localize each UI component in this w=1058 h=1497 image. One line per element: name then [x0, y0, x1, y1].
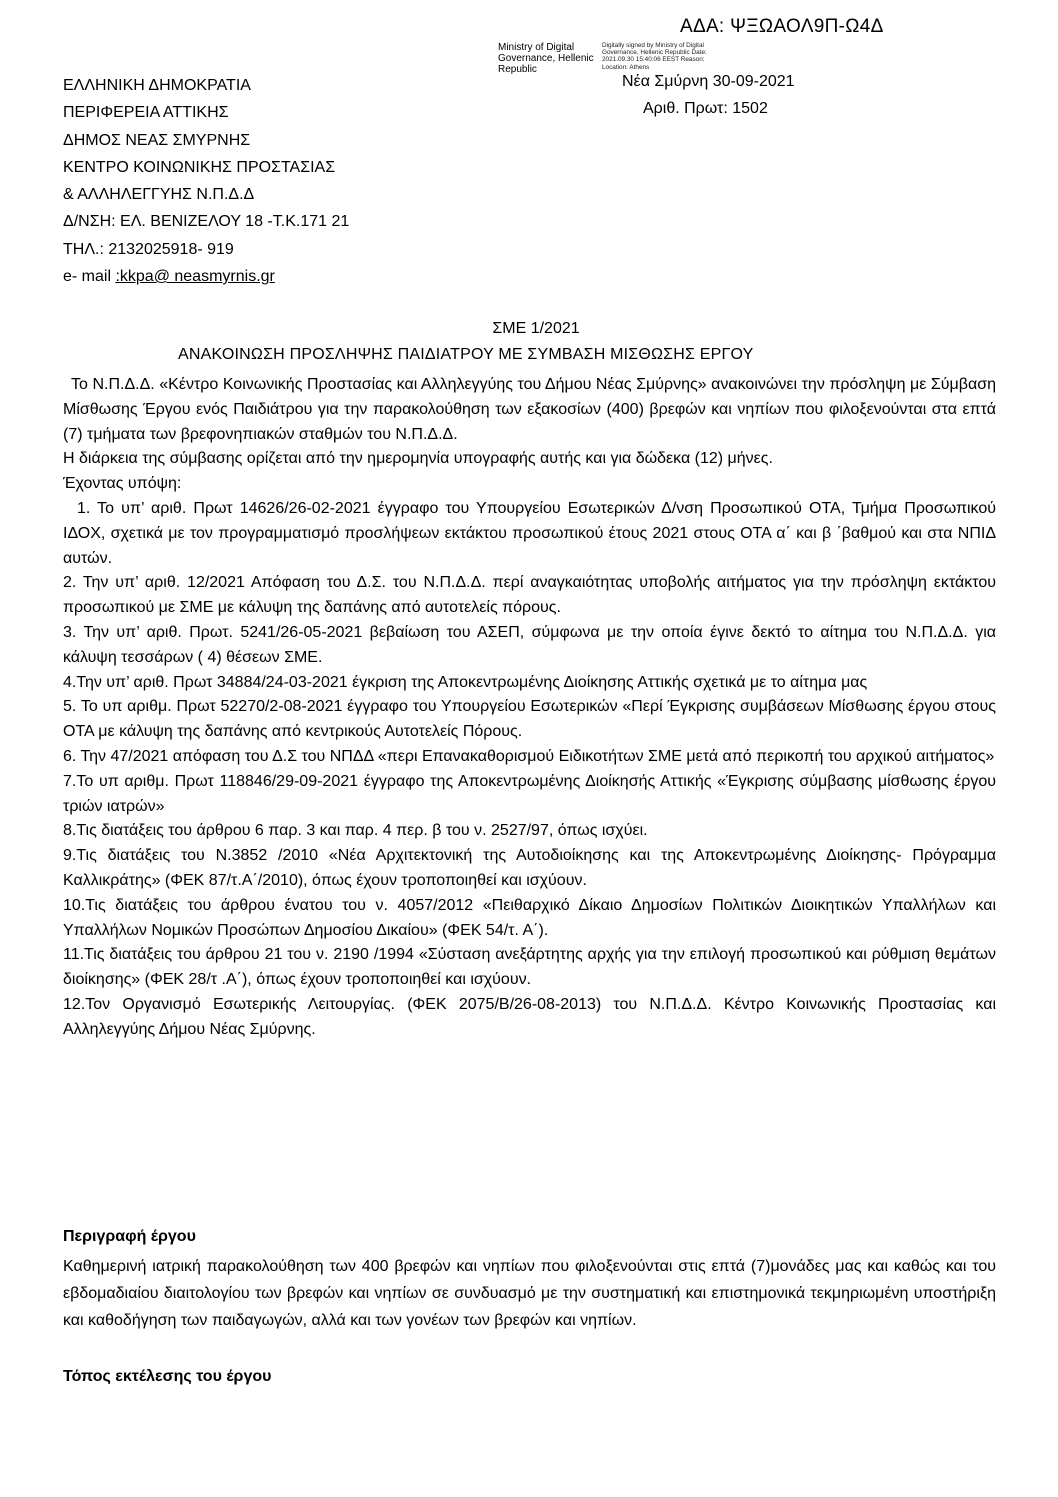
signature-detail: Digitally signed by Ministry of Digital Governance, Hellenic Republic Date: 2021.09.30 15:40:06 EEST Reason: Location: Athens [602, 42, 707, 71]
document-body [63, 373, 996, 1043]
list-item: 7.Το υπ αριθμ. Πρωτ 118846/29-09-2021 έγγραφο της Αποκεντρωμένης Διοίκησής Αττικής «Έγκρισης σύμβασης μίσθωσης έργου τριών ιατρών» [63, 772, 996, 815]
description-title: Περιγραφή έργου [63, 1228, 196, 1245]
considering-label: Έχοντας υπόψη: [63, 475, 182, 493]
list-item: 4.Την υπ’ αριθ. Πρωτ 34884/24-03-2021 έγκριση της Αποκεντρωμένης Διοίκησης Αττικής σχετικά με το αίτημα μας [63, 673, 868, 691]
intro-paragraph: Το Ν.Π.Δ.Δ. «Κέντρο Κοινωνικής Προστασίας και Αλληλεγγύης του Δήμου Νέας Σμύρνης» ανακοινώνει την πρόσληψη με Σύμβαση Μίσθωσης Έργου ενός Παιδιάτρου για την παρακολούθηση των εξακοσίων (400) βρεφών και νηπίων που φιλοξενούνται στα επτά (7) τμήματα των βρεφονηπιακών σταθμών του Ν.Π.Δ.Δ. [63, 376, 996, 443]
description-text: Καθημερινή ιατρική παρακολούθηση των 400 βρεφών και νηπίων που φιλοξενούνται στις επτά (7)μονάδες μας και καθώς και του εβδομαδιαίου διαιτολογίου των βρεφών και νηπίων σε συνδυασμό με την συστηματική και επιστημονικά τεκμηριωμένη υποστήριξη και καθοδήγηση των παιδαγωγών, αλλά και των γονέων των βρεφών και νηπίων. [63, 1258, 996, 1329]
sender-line: ΠΕΡΙΦΕΡΕΙΑ ΑΤΤΙΚΗΣ [63, 104, 229, 122]
list-item: 8.Τις διατάξεις του άρθρου 6 παρ. 3 και παρ. 4 περ. β του ν. 2527/97, όπως ισχύει. [63, 822, 648, 840]
sender-block [63, 72, 349, 290]
sender-line: ΚΕΝΤΡΟ ΚΟΙΝΩΝΙΚΗΣ ΠΡΟΣΤΑΣΙΑΣ [63, 158, 336, 176]
list-item: 12.Τον Οργανισμό Εσωτερικής Λειτουργίας. (ΦΕΚ 2075/Β/26-08-2013) του Ν.Π.Δ.Δ. Κέντρο Κοινωνικής Προστασίας και Αλληλεγγύης Δήμου Νέας Σμύρνης. [63, 995, 996, 1038]
sender-line: ΕΛΛΗΝΙΚΗ ΔΗΜΟΚΡΑΤΙΑ [63, 77, 251, 94]
list-item: 9.Τις διατάξεις του Ν.3852 /2010 «Νέα Αρχιτεκτονική της Αυτοδιοίκησης και της Αποκεντρωμένης Διοίκησης- Πρόγραμμα Καλλικράτης» (ΦΕΚ 87/τ.Α΄/2010), όπως έχουν τροποποιηθεί και ισχύουν. [63, 847, 996, 889]
protocol-number: Αριθ. Πρωτ: 1502 [643, 100, 768, 117]
sender-line: & ΑΛΛΗΛΕΓΓΥΗΣ Ν.Π.Δ.Δ [63, 186, 255, 204]
document-code: ΣΜΕ 1/2021 [492, 320, 580, 337]
sender-line: ΤΗΛ.: 2132025918- 919 [63, 240, 234, 258]
ada-code: ΑΔΑ: ΨΞΩΑΟΛ9Π-Ω4Δ [680, 16, 884, 37]
list-item: 11.Τις διατάξεις του άρθρου 21 του ν. 2190 /1994 «Σύσταση ανεξάρτητης αρχής για την επιλογή προσωπικού και ρύθμιση θεμάτων διοίκησης» (ΦΕΚ 28/τ .Α΄), όπως έχουν τροποποιηθεί και ισχύουν. [63, 946, 996, 989]
list-item: 3. Την υπ’ αριθ. Πρωτ. 5241/26-05-2021 βεβαίωση του ΑΣΕΠ, σύμφωνα με την οποία έγινε δεκτό το αίτημα του Ν.Π.Δ.Δ. για κάλυψη τεσσάρων ( 4) θέσεων ΣΜΕ. [63, 623, 996, 666]
list-item: 1. Το υπ’ αριθ. Πρωτ 14626/26-02-2021 έγγραφο του Υπουργείου Εσωτερικών Δ/νση Προσωπικού ΟΤΑ, Τμήμα Προσωπικού ΙΔΟΧ, σχετικά με τον προγραμματισμό προσλήψεων εκτάκτου προσωπικού έτους 2021 στους ΟΤΑ α΄ και β ΄βαθμού και στα ΝΠΙΔ αυτών. [63, 499, 996, 567]
list-item: 5. Το υπ αριθμ. Πρωτ 52270/2-08-2021 έγγραφο του Υπουργείου Εσωτερικών «Περί Έγκρισης συμβάσεων Μίσθωσης έργου στους ΟΤΑ με κάλυψη της δαπάνης από κεντρικούς Αυτοτελείς Πόρους. [63, 698, 996, 741]
sender-line: Δ/ΝΣΗ: ΕΛ. ΒΕΝΙΖΕΛΟΥ 18 -Τ.Κ.171 21 [63, 213, 350, 231]
signature-name: Ministry of Digital Governance, Hellenic Republic [498, 42, 594, 75]
sender-line: ΔΗΜΟΣ ΝΕΑΣ ΣΜΥΡΝΗΣ [63, 131, 251, 149]
list-item: 6. Την 47/2021 απόφαση του Δ.Σ του ΝΠΔΔ «περι Επανακαθορισμού Ειδικοτήτων ΣΜΕ μετά από περικοπή του αρχικού αιτήματος» [63, 747, 995, 765]
list-item: 2. Την υπ’ αριθ. 12/2021 Απόφαση του Δ.Σ. του Ν.Π.Δ.Δ. περί αναγκαιότητας υποβολής αιτήματος για την πρόσληψη εκτάκτου προσωπικού με ΣΜΕ με κάλυψη της δαπάνης από αυτοτελείς πόρους. [63, 574, 996, 617]
duration-paragraph: Η διάρκεια της σύμβασης ορίζεται από την ημερομηνία υπογραφής αυτής και για δώδεκα (12) μήνες. [63, 450, 773, 468]
location-title: Τόπος εκτέλεσης του έργου [63, 1368, 272, 1385]
place-date: Νέα Σμύρνη 30-09-2021 [622, 73, 795, 90]
list-item: 10.Τις διατάξεις του άρθρου ένατου του ν. 4057/2012 «Πειθαρχικό Δίκαιο Δημοσίων Πολιτικών Διοικητικών Υπαλλήλων και Υπαλλήλων Νομικών Προσώπων Δημοσίου Δικαίου» (ΦΕΚ 54/τ. Α΄). [63, 896, 996, 939]
email-label: e- mail [63, 268, 116, 286]
sender-email [63, 263, 349, 290]
email-link[interactable]: :kkpa@ neasmyrnis.gr [115, 268, 275, 286]
document-heading: ΑΝΑΚΟΙΝΩΣΗ ΠΡΟΣΛΗΨΗΣ ΠΑΙΔΙΑΤΡΟΥ ΜΕ ΣΥΜΒΑΣΗ ΜΙΣΘΩΣΗΣ ΕΡΓΟΥ [178, 346, 754, 363]
